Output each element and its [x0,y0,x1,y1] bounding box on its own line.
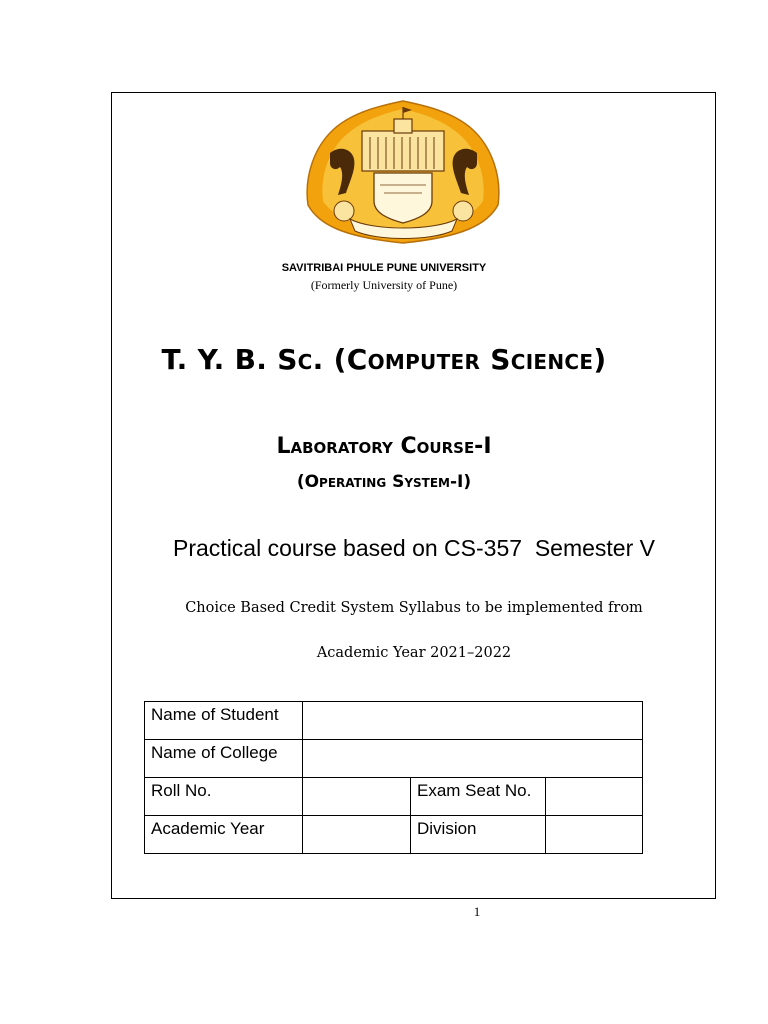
subject-title: (Operating System-I) [296,472,472,492]
roll-no-label: Roll No. [145,778,303,816]
college-name-label: Name of College [145,740,303,778]
table-row [145,702,643,740]
course-title: Laboratory Course-I [276,434,492,459]
table-row [145,778,643,816]
exam-seat-label: Exam Seat No. [411,778,546,816]
table-row [145,816,643,854]
division-field[interactable] [546,816,643,854]
division-label: Division [411,816,546,854]
syllabus-line: Choice Based Credit System Syllabus to be implemented from [185,600,643,616]
academic-year-field[interactable] [303,816,411,854]
student-info-table [144,701,643,854]
page-title: T. Y. B. Sc. (Computer Science) [161,343,607,376]
academic-year-label: Academic Year [145,816,303,854]
former-name: (Formerly University of Pune) [310,278,458,292]
student-name-field[interactable] [303,702,643,740]
academic-year-line: Academic Year 2021–2022 [316,645,512,661]
university-name: SAVITRIBAI PHULE PUNE UNIVERSITY [281,262,487,274]
college-name-field[interactable] [303,740,643,778]
page-number: 1 [473,904,481,919]
roll-no-field[interactable] [303,778,411,816]
student-name-label: Name of Student [145,702,303,740]
table-row [145,740,643,778]
university-logo [302,97,505,245]
exam-seat-field[interactable] [546,778,643,816]
practical-course-line: Practical course based on CS-357 Semester V [173,535,655,561]
